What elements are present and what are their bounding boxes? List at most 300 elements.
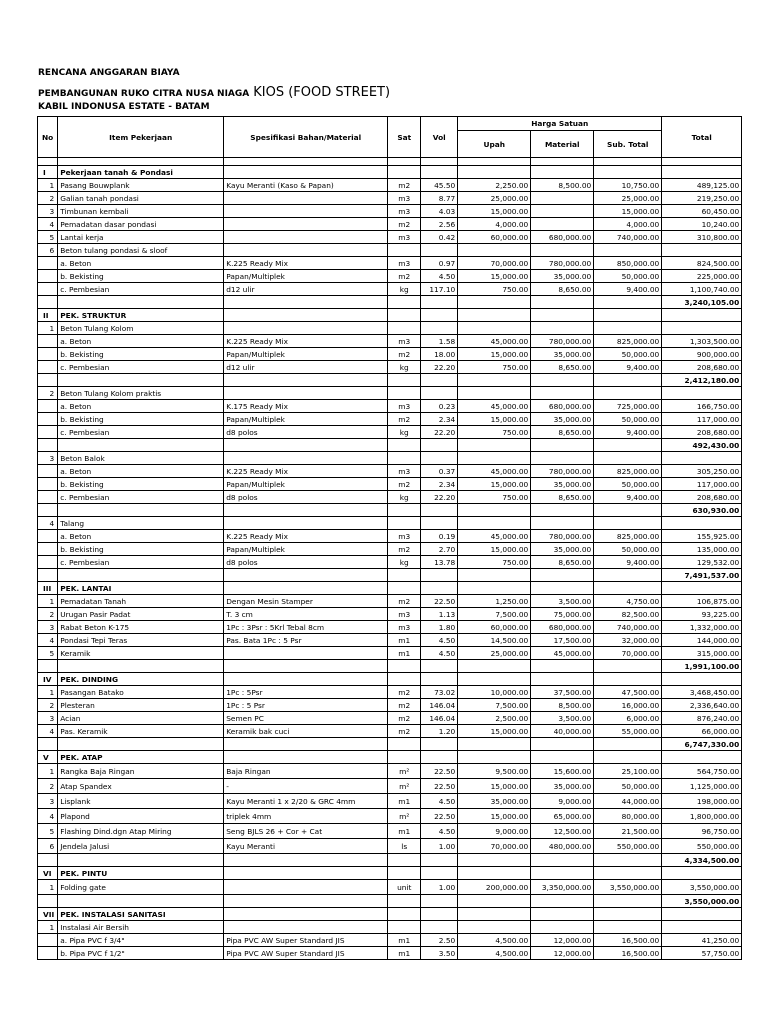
row-upah: 4,500.00 bbox=[458, 947, 531, 960]
row-material: 3,500.00 bbox=[531, 712, 594, 725]
table-header bbox=[38, 117, 742, 158]
row-spec bbox=[224, 751, 388, 764]
row-volume: 1.00 bbox=[421, 839, 458, 854]
subtotal-row bbox=[38, 854, 742, 867]
table-row bbox=[38, 478, 742, 491]
row-material bbox=[531, 660, 594, 673]
row-volume: 45.50 bbox=[421, 179, 458, 192]
row-item: Pemadatan Tanah bbox=[58, 595, 224, 608]
row-item bbox=[58, 374, 224, 387]
row-spec bbox=[224, 309, 388, 322]
row-no bbox=[38, 934, 58, 947]
table-row bbox=[38, 809, 742, 824]
row-volume: 4.50 bbox=[421, 824, 458, 839]
row-upah: 7,500.00 bbox=[458, 699, 531, 712]
table-row bbox=[38, 244, 742, 257]
row-spec: Papan/Multiplek bbox=[224, 270, 388, 283]
row-no: 2 bbox=[38, 387, 58, 400]
row-unit: m2 bbox=[388, 179, 421, 192]
row-volume: 22.20 bbox=[421, 361, 458, 374]
row-subtotal bbox=[594, 908, 662, 921]
row-total: 305,250.00 bbox=[662, 465, 742, 478]
row-spec bbox=[224, 296, 388, 309]
row-no: 6 bbox=[38, 244, 58, 257]
row-spec: Keramik bak cuci bbox=[224, 725, 388, 738]
row-unit bbox=[388, 439, 421, 452]
row-material: 75,000.00 bbox=[531, 608, 594, 621]
row-volume: 146.04 bbox=[421, 712, 458, 725]
row-subtotal: 550,000.00 bbox=[594, 839, 662, 854]
row-item: Rangka Baja Ringan bbox=[58, 764, 224, 779]
table-row bbox=[38, 712, 742, 725]
row-upah: 45,000.00 bbox=[458, 530, 531, 543]
col-header-harga-satuan: Harga Satuan bbox=[458, 117, 662, 131]
table-row bbox=[38, 348, 742, 361]
row-no: III bbox=[38, 582, 58, 595]
row-volume: 4.50 bbox=[421, 647, 458, 660]
table-row bbox=[38, 218, 742, 231]
row-volume: 1.80 bbox=[421, 621, 458, 634]
row-no: 5 bbox=[38, 231, 58, 244]
row-volume bbox=[421, 374, 458, 387]
row-no: VI bbox=[38, 867, 58, 880]
table-row bbox=[38, 426, 742, 439]
subtotal-row bbox=[38, 504, 742, 517]
row-item: Atap Spandex bbox=[58, 779, 224, 794]
row-no: 1 bbox=[38, 921, 58, 934]
row-spec bbox=[224, 569, 388, 582]
row-subtotal bbox=[594, 867, 662, 880]
row-item bbox=[58, 660, 224, 673]
row-material: 780,000.00 bbox=[531, 257, 594, 270]
row-total: 60,450.00 bbox=[662, 205, 742, 218]
row-volume bbox=[421, 673, 458, 686]
row-subtotal bbox=[594, 374, 662, 387]
row-material: 37,500.00 bbox=[531, 686, 594, 699]
row-upah: 15,000.00 bbox=[458, 270, 531, 283]
row-material bbox=[531, 867, 594, 880]
row-subtotal: 50,000.00 bbox=[594, 270, 662, 283]
row-spec: Papan/Multiplek bbox=[224, 348, 388, 361]
row-total: 208,680.00 bbox=[662, 426, 742, 439]
row-subtotal bbox=[594, 569, 662, 582]
row-unit: unit bbox=[388, 880, 421, 895]
row-unit bbox=[388, 673, 421, 686]
row-subtotal: 44,000.00 bbox=[594, 794, 662, 809]
row-no: 1 bbox=[38, 179, 58, 192]
cost-estimate-table bbox=[37, 116, 742, 960]
row-volume bbox=[421, 439, 458, 452]
row-unit bbox=[388, 921, 421, 934]
row-unit bbox=[388, 387, 421, 400]
row-spec bbox=[224, 738, 388, 751]
row-no: 1 bbox=[38, 686, 58, 699]
table-row bbox=[38, 192, 742, 205]
row-spec bbox=[224, 452, 388, 465]
row-item: Galian tanah pondasi bbox=[58, 192, 224, 205]
row-item: PEK. PINTU bbox=[58, 867, 224, 880]
row-material bbox=[531, 387, 594, 400]
row-subtotal bbox=[594, 309, 662, 322]
row-item: Pemadatan dasar pondasi bbox=[58, 218, 224, 231]
row-unit bbox=[388, 166, 421, 179]
row-item: Lantai kerja bbox=[58, 231, 224, 244]
row-material bbox=[531, 192, 594, 205]
row-spec: 1Pc : 5 Psr bbox=[224, 699, 388, 712]
row-material: 8,650.00 bbox=[531, 361, 594, 374]
row-total: 1,303,500.00 bbox=[662, 335, 742, 348]
row-no: 2 bbox=[38, 699, 58, 712]
row-total: 3,240,105.00 bbox=[662, 296, 742, 309]
row-material bbox=[531, 751, 594, 764]
row-total: 1,332,000.00 bbox=[662, 621, 742, 634]
row-volume: 73.02 bbox=[421, 686, 458, 699]
row-subtotal: 50,000.00 bbox=[594, 348, 662, 361]
row-no bbox=[38, 854, 58, 867]
section-row bbox=[38, 673, 742, 686]
row-upah: 70,000.00 bbox=[458, 257, 531, 270]
row-unit: m3 bbox=[388, 335, 421, 348]
row-no: 5 bbox=[38, 647, 58, 660]
row-volume: 1.00 bbox=[421, 880, 458, 895]
row-item bbox=[58, 296, 224, 309]
row-no bbox=[38, 257, 58, 270]
row-material bbox=[531, 895, 594, 908]
row-unit: m3 bbox=[388, 205, 421, 218]
row-subtotal: 3,550,000.00 bbox=[594, 880, 662, 895]
row-no bbox=[38, 465, 58, 478]
row-unit: m1 bbox=[388, 824, 421, 839]
subtotal-row bbox=[38, 895, 742, 908]
row-total: 57,750.00 bbox=[662, 947, 742, 960]
row-item: Pasangan Batako bbox=[58, 686, 224, 699]
row-total: 3,550,000.00 bbox=[662, 895, 742, 908]
row-subtotal bbox=[594, 660, 662, 673]
table-row bbox=[38, 413, 742, 426]
row-material: 65,000.00 bbox=[531, 809, 594, 824]
row-unit bbox=[388, 569, 421, 582]
row-volume bbox=[421, 751, 458, 764]
row-spec: Pipa PVC AW Super Standard JIS bbox=[224, 934, 388, 947]
row-item: Urugan Pasir Padat bbox=[58, 608, 224, 621]
row-subtotal bbox=[594, 854, 662, 867]
row-upah bbox=[458, 673, 531, 686]
col-header-total: Total bbox=[662, 117, 742, 158]
row-spec bbox=[224, 387, 388, 400]
row-spec: Pipa PVC AW Super Standard JIS bbox=[224, 947, 388, 960]
row-subtotal: 4,750.00 bbox=[594, 595, 662, 608]
row-total: 117,000.00 bbox=[662, 478, 742, 491]
row-volume bbox=[421, 322, 458, 335]
row-volume bbox=[421, 921, 458, 934]
row-total bbox=[662, 908, 742, 921]
row-upah: 1,250.00 bbox=[458, 595, 531, 608]
project-title bbox=[38, 85, 390, 100]
row-upah: 45,000.00 bbox=[458, 335, 531, 348]
row-item: Plesteran bbox=[58, 699, 224, 712]
row-total: 66,000.00 bbox=[662, 725, 742, 738]
row-total: 315,000.00 bbox=[662, 647, 742, 660]
table-row bbox=[38, 179, 742, 192]
row-material: 35,000.00 bbox=[531, 478, 594, 491]
row-upah: 2,250.00 bbox=[458, 179, 531, 192]
row-total: 93,225.00 bbox=[662, 608, 742, 621]
table-row bbox=[38, 824, 742, 839]
row-total: 198,000.00 bbox=[662, 794, 742, 809]
table-row bbox=[38, 556, 742, 569]
row-no bbox=[38, 530, 58, 543]
row-no bbox=[38, 478, 58, 491]
row-unit: m1 bbox=[388, 794, 421, 809]
section-row bbox=[38, 582, 742, 595]
row-material: 8,500.00 bbox=[531, 179, 594, 192]
section-row bbox=[38, 867, 742, 880]
row-spec bbox=[224, 218, 388, 231]
row-unit: m3 bbox=[388, 465, 421, 478]
row-material bbox=[531, 452, 594, 465]
row-volume bbox=[421, 158, 458, 166]
row-no: 1 bbox=[38, 322, 58, 335]
table-row bbox=[38, 608, 742, 621]
row-upah bbox=[458, 854, 531, 867]
row-no: 2 bbox=[38, 192, 58, 205]
row-unit bbox=[388, 296, 421, 309]
row-volume: 4.50 bbox=[421, 634, 458, 647]
row-no: 4 bbox=[38, 725, 58, 738]
row-subtotal: 50,000.00 bbox=[594, 543, 662, 556]
row-upah bbox=[458, 569, 531, 582]
row-unit: m3 bbox=[388, 257, 421, 270]
row-subtotal bbox=[594, 582, 662, 595]
row-no: 3 bbox=[38, 205, 58, 218]
row-material bbox=[531, 921, 594, 934]
row-total bbox=[662, 322, 742, 335]
row-subtotal bbox=[594, 244, 662, 257]
row-item: b. Bekisting bbox=[58, 348, 224, 361]
row-spec: d8 polos bbox=[224, 491, 388, 504]
table-row bbox=[38, 335, 742, 348]
row-item: a. Beton bbox=[58, 530, 224, 543]
row-volume: 22.20 bbox=[421, 426, 458, 439]
row-subtotal: 9,400.00 bbox=[594, 491, 662, 504]
row-no bbox=[38, 158, 58, 166]
row-spec bbox=[224, 439, 388, 452]
row-material: 480,000.00 bbox=[531, 839, 594, 854]
row-unit: m2 bbox=[388, 543, 421, 556]
row-spec bbox=[224, 192, 388, 205]
row-no bbox=[38, 556, 58, 569]
row-material: 35,000.00 bbox=[531, 413, 594, 426]
row-volume bbox=[421, 908, 458, 921]
row-material: 780,000.00 bbox=[531, 335, 594, 348]
row-total: 10,240.00 bbox=[662, 218, 742, 231]
row-volume: 2.34 bbox=[421, 478, 458, 491]
row-item: b. Bekisting bbox=[58, 413, 224, 426]
row-volume: 22.50 bbox=[421, 809, 458, 824]
row-unit: m3 bbox=[388, 231, 421, 244]
row-item: PEK. INSTALASI SANITASI bbox=[58, 908, 224, 921]
row-unit bbox=[388, 908, 421, 921]
row-total bbox=[662, 751, 742, 764]
table-row bbox=[38, 400, 742, 413]
row-subtotal bbox=[594, 296, 662, 309]
row-volume bbox=[421, 504, 458, 517]
row-upah bbox=[458, 439, 531, 452]
table-row bbox=[38, 595, 742, 608]
row-material: 35,000.00 bbox=[531, 543, 594, 556]
row-spec bbox=[224, 374, 388, 387]
row-unit: m1 bbox=[388, 934, 421, 947]
row-unit bbox=[388, 895, 421, 908]
row-volume: 2.50 bbox=[421, 934, 458, 947]
row-material: 3,500.00 bbox=[531, 595, 594, 608]
row-material bbox=[531, 322, 594, 335]
row-item: Talang bbox=[58, 517, 224, 530]
row-upah bbox=[458, 504, 531, 517]
row-material: 15,600.00 bbox=[531, 764, 594, 779]
row-upah bbox=[458, 387, 531, 400]
row-unit bbox=[388, 517, 421, 530]
row-material bbox=[531, 166, 594, 179]
row-item bbox=[58, 569, 224, 582]
row-total: 1,125,000.00 bbox=[662, 779, 742, 794]
row-unit: m2 bbox=[388, 712, 421, 725]
row-unit: m2 bbox=[388, 270, 421, 283]
row-volume bbox=[421, 582, 458, 595]
row-unit: m1 bbox=[388, 634, 421, 647]
row-subtotal: 16,500.00 bbox=[594, 947, 662, 960]
table-row bbox=[38, 387, 742, 400]
row-material: 35,000.00 bbox=[531, 779, 594, 794]
row-item: Pasang Bouwplank bbox=[58, 179, 224, 192]
row-no bbox=[38, 439, 58, 452]
row-unit: m2 bbox=[388, 348, 421, 361]
row-material: 8,650.00 bbox=[531, 556, 594, 569]
table-row bbox=[38, 839, 742, 854]
row-spec bbox=[224, 166, 388, 179]
row-no: 4 bbox=[38, 517, 58, 530]
section-row bbox=[38, 751, 742, 764]
row-upah bbox=[458, 296, 531, 309]
row-subtotal: 4,000.00 bbox=[594, 218, 662, 231]
row-total bbox=[662, 244, 742, 257]
col-header-item: Item Pekerjaan bbox=[58, 117, 224, 158]
row-upah bbox=[458, 322, 531, 335]
row-subtotal bbox=[594, 921, 662, 934]
row-subtotal: 25,000.00 bbox=[594, 192, 662, 205]
row-spec: Semen PC bbox=[224, 712, 388, 725]
row-material: 9,000.00 bbox=[531, 794, 594, 809]
table-row bbox=[38, 947, 742, 960]
row-total: 117,000.00 bbox=[662, 413, 742, 426]
row-upah bbox=[458, 738, 531, 751]
row-unit: m3 bbox=[388, 608, 421, 621]
row-volume bbox=[421, 569, 458, 582]
row-total: 3,550,000.00 bbox=[662, 880, 742, 895]
row-volume: 22.50 bbox=[421, 764, 458, 779]
row-material: 680,000.00 bbox=[531, 621, 594, 634]
col-header-sat: Sat bbox=[388, 117, 421, 158]
row-subtotal: 825,000.00 bbox=[594, 530, 662, 543]
row-no: II bbox=[38, 309, 58, 322]
row-unit bbox=[388, 854, 421, 867]
row-spec: - bbox=[224, 779, 388, 794]
row-item bbox=[58, 854, 224, 867]
row-upah: 750.00 bbox=[458, 361, 531, 374]
row-no: 6 bbox=[38, 839, 58, 854]
row-volume: 4.03 bbox=[421, 205, 458, 218]
row-item: Jendela Jalusi bbox=[58, 839, 224, 854]
row-spec bbox=[224, 504, 388, 517]
row-subtotal: 825,000.00 bbox=[594, 465, 662, 478]
row-upah: 750.00 bbox=[458, 491, 531, 504]
row-no: 1 bbox=[38, 595, 58, 608]
row-item: c. Pembesian bbox=[58, 426, 224, 439]
row-subtotal bbox=[594, 387, 662, 400]
row-item: b. Bekisting bbox=[58, 543, 224, 556]
row-no: IV bbox=[38, 673, 58, 686]
row-unit: kg bbox=[388, 361, 421, 374]
row-subtotal bbox=[594, 751, 662, 764]
row-item: Keramik bbox=[58, 647, 224, 660]
row-no bbox=[38, 283, 58, 296]
table-row bbox=[38, 231, 742, 244]
row-total: 208,680.00 bbox=[662, 491, 742, 504]
row-total bbox=[662, 387, 742, 400]
row-upah: 750.00 bbox=[458, 426, 531, 439]
row-material bbox=[531, 205, 594, 218]
row-volume: 13.78 bbox=[421, 556, 458, 569]
row-volume: 22.50 bbox=[421, 779, 458, 794]
row-total: 1,991,100.00 bbox=[662, 660, 742, 673]
table-row bbox=[38, 205, 742, 218]
row-spec bbox=[224, 867, 388, 880]
row-subtotal bbox=[594, 517, 662, 530]
row-spec bbox=[224, 244, 388, 257]
row-item: b. Bekisting bbox=[58, 478, 224, 491]
row-unit: m2 bbox=[388, 218, 421, 231]
row-item: PEK. LANTAI bbox=[58, 582, 224, 595]
row-spec bbox=[224, 895, 388, 908]
col-header-subtotal: Sub. Total bbox=[594, 131, 662, 158]
project-subtitle: KIOS (FOOD STREET) bbox=[253, 85, 391, 100]
row-unit: ls bbox=[388, 839, 421, 854]
row-material: 8,650.00 bbox=[531, 491, 594, 504]
row-subtotal: 82,500.00 bbox=[594, 608, 662, 621]
row-volume: 1.13 bbox=[421, 608, 458, 621]
row-total: 1,100,740.00 bbox=[662, 283, 742, 296]
table-row bbox=[38, 634, 742, 647]
row-upah bbox=[458, 867, 531, 880]
row-material bbox=[531, 218, 594, 231]
row-volume bbox=[421, 244, 458, 257]
row-upah: 15,000.00 bbox=[458, 809, 531, 824]
row-material bbox=[531, 244, 594, 257]
row-no: 5 bbox=[38, 824, 58, 839]
col-header-spec: Spesifikasi Bahan/Material bbox=[224, 117, 388, 158]
row-total: 219,250.00 bbox=[662, 192, 742, 205]
table-row bbox=[38, 880, 742, 895]
row-subtotal: 9,400.00 bbox=[594, 361, 662, 374]
row-volume: 0.97 bbox=[421, 257, 458, 270]
row-unit: m3 bbox=[388, 192, 421, 205]
row-volume: 2.70 bbox=[421, 543, 458, 556]
row-material bbox=[531, 854, 594, 867]
table-row bbox=[38, 270, 742, 283]
row-material: 45,000.00 bbox=[531, 647, 594, 660]
table-row bbox=[38, 779, 742, 794]
row-spec: K.225 Ready Mix bbox=[224, 335, 388, 348]
